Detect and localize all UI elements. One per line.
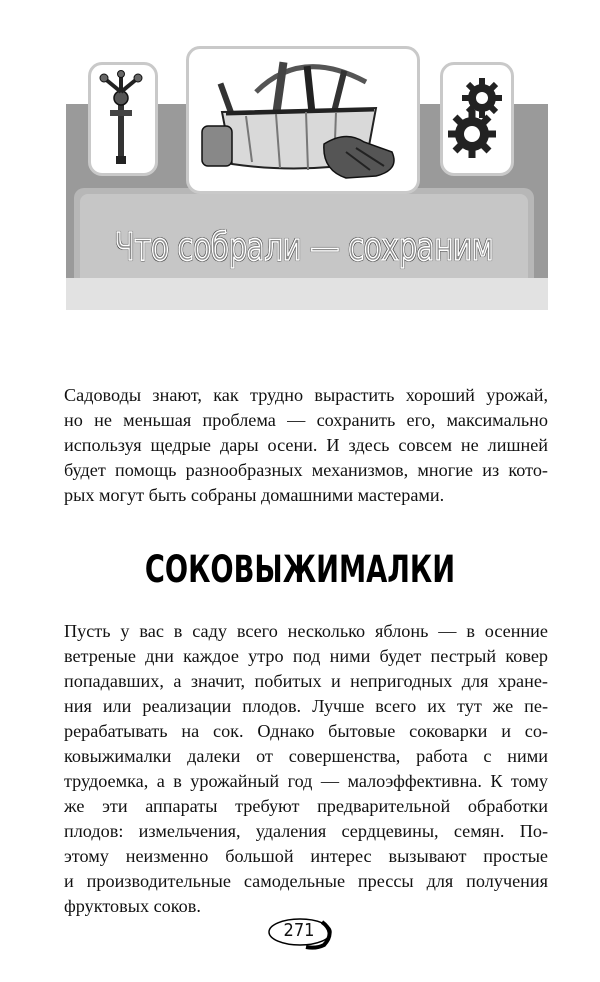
page-number-badge — [266, 916, 338, 950]
body-line: и производительные самодельные прессы для получения — [64, 871, 548, 891]
intro-paragraph — [64, 383, 548, 508]
intro-line: Садоводы знают, как трудно вырастить хороший урожай, — [64, 385, 548, 405]
chapter-title: Что собрали — сохраним — [114, 225, 494, 269]
intro-line: рых могут быть собраны домашними мастерами. — [64, 485, 445, 505]
body-line: этому неизменно большой интерес вызывают простые — [64, 846, 548, 866]
gears-icon — [446, 70, 506, 164]
body-line: Пусть у вас в саду всего несколько яблонь — в осенние — [64, 621, 548, 641]
body-line: трудоемка, а в урожайный год — малоэффективна. К тому — [64, 771, 548, 791]
body-line: фруктовых соков. — [64, 896, 201, 916]
page-number: 271 — [283, 920, 315, 941]
intro-line: будет помощь разнообразных механизмов, многие из кото- — [64, 460, 548, 480]
garden-tool-bag-image — [196, 52, 406, 184]
body-line: ния или реализации плодов. Лучше всего их тут же пе- — [64, 696, 548, 716]
body-line: рерабатывать на сок. Однако бытовые соковарки и со- — [64, 721, 548, 741]
body-paragraph — [64, 619, 548, 919]
body-line: ветреные дни каждое утро под ними будет пестрый ковер — [64, 646, 548, 666]
intro-line: но не меньшая проблема — сохранить его, максимально — [64, 410, 548, 430]
body-line: плодов: измельчения, удаления сердцевины, семян. По- — [64, 821, 548, 841]
body-line: ковыжималки далеки от совершенства, работа с ними — [64, 746, 548, 766]
body-line: попадавших, а значит, побитых и непригодных для хране- — [64, 671, 548, 691]
sprinkler-icon — [98, 70, 144, 166]
header-banner-bottom-band — [66, 278, 548, 310]
section-heading: СОКОВЫЖИМАЛКИ — [144, 548, 456, 591]
intro-line: используя щедрые дары осени. И здесь совсем не лишней — [64, 435, 548, 455]
body-line: же эти аппараты требуют предварительной обработки — [64, 796, 548, 816]
